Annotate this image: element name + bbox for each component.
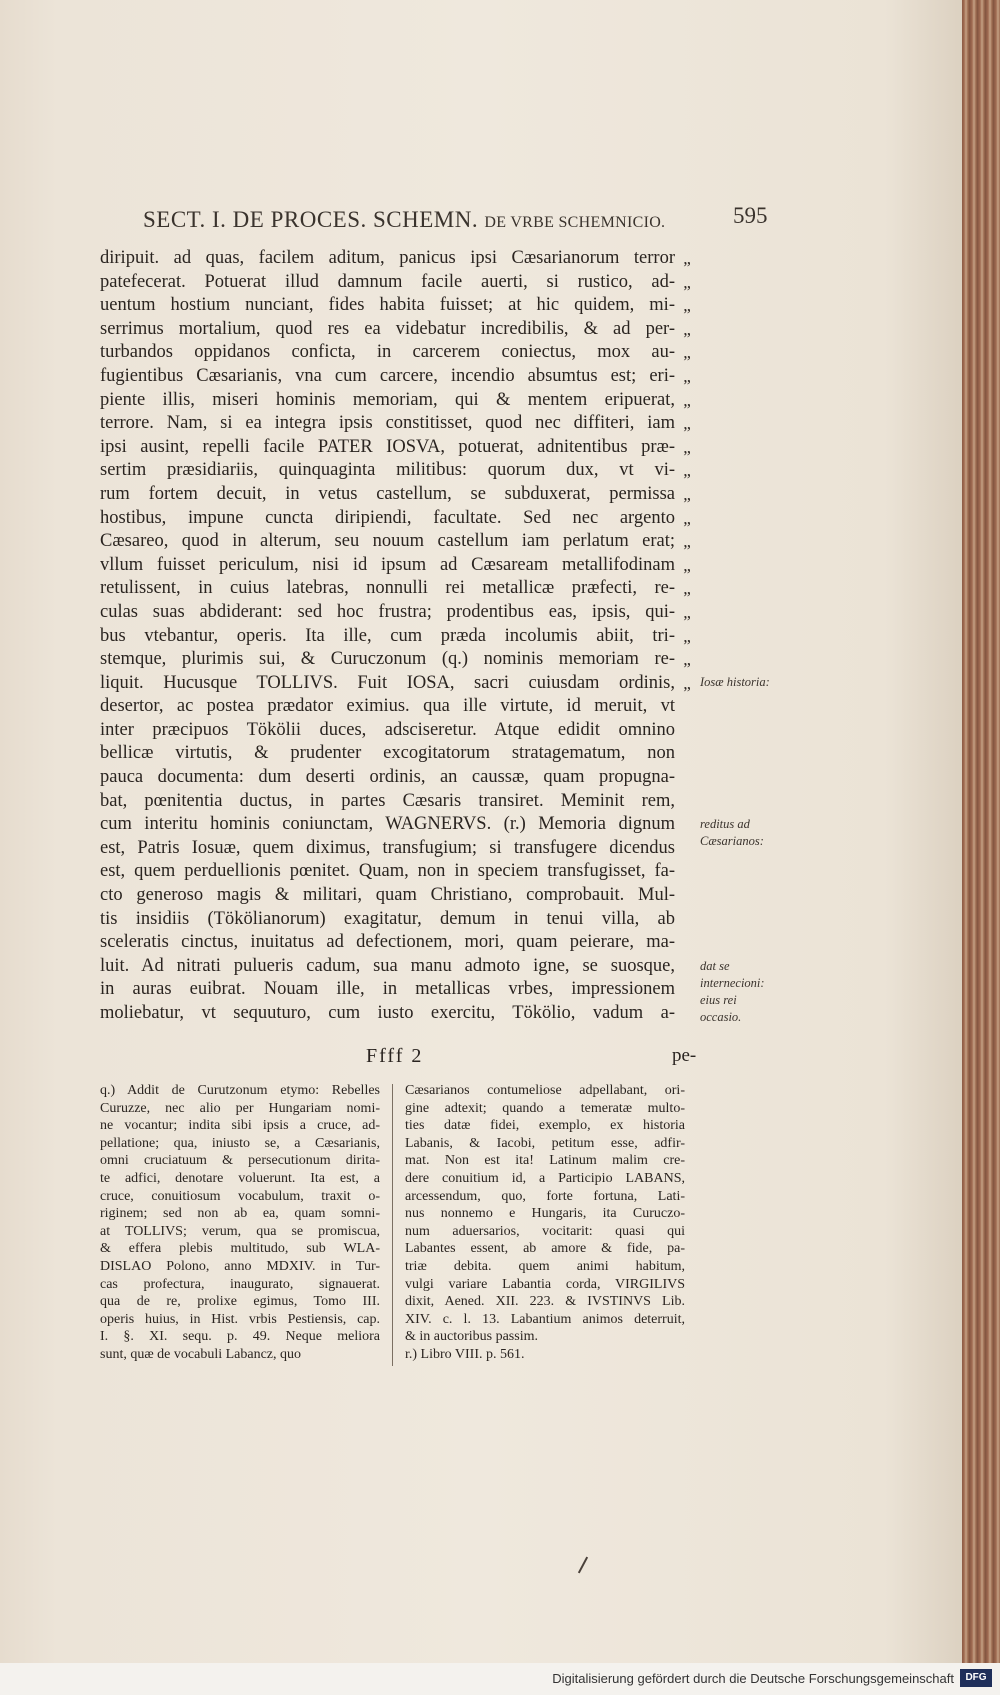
marginal-note-return: reditus ad Cæsarianos: (700, 817, 764, 848)
footnote-line: & effera plebis multitudo, sub WLA- (100, 1241, 380, 1257)
footnote-line: at TOLLIVS; verum, qua se promiscua, (100, 1223, 380, 1239)
text-line: turbandos oppidanos conficta, in carcerem coniectus, mox au- (100, 342, 675, 363)
text-line: diripuit. ad quas, facilem aditum, panicus ipsi Cæsarianorum terror (100, 248, 675, 268)
footnote-line: Cæsarianos contumeliose adpellabant, ori- (405, 1083, 685, 1098)
footnote-line: Curuzze, nec alio per Hungariam nomi- (100, 1100, 380, 1116)
text-line: bellicæ virtutis, & prudenter excogitatorum stratagematum, non (100, 743, 675, 764)
text-line: serrimus mortalium, quod res ea videbatur incredibilis, & ad per- (100, 318, 675, 339)
footnote-line: sunt, quæ de vocabuli Labancz, quo (100, 1346, 302, 1362)
footnote-line: pellatione; qua, iniusto se, a Cæsarianis, (100, 1135, 380, 1151)
footnote-line: vulgi variare Labantia corda, VIRGILIVS (405, 1276, 685, 1292)
catchword: pe- (672, 1045, 697, 1066)
text-line: culas suas abdiderant: sed hoc frustra; prodentibus eas, ipsis, qui- (100, 601, 675, 622)
footnote-line: r.) Libro VIII. p. 561. (405, 1346, 525, 1362)
running-header (143, 207, 665, 233)
text-line: in auras euibrat. Nouam ille, in metallicas vrbes, impressionem (100, 979, 675, 1000)
quote-mark: „ (683, 390, 691, 410)
footnotes-left-column (100, 1082, 380, 1364)
marginal-note-history: Iosæ historia: (700, 675, 770, 689)
quote-mark: „ (683, 414, 691, 434)
quote-mark: „ (683, 296, 691, 316)
text-line: terrore. Nam, si ea integra ipsis constitisset, quod nec diffiteri, iam (100, 413, 675, 434)
text-line: liquit. Hucusque TOLLIVS. Fuit IOSA, sacri cuiusdam ordinis, (100, 672, 675, 693)
text-line: sceleratis cinctus, inuitatus ad defectionem, mori, quam peierare, ma- (100, 932, 675, 953)
footnote-line: I. §. XI. sequ. p. 49. Neque meliora (100, 1329, 380, 1345)
text-line: luit. Ad nitrati pulueris cadum, sua manu admoto igne, se suosque, (100, 955, 675, 976)
footnote-line: DISLAO Polono, anno MDXIV. in Tur- (100, 1258, 380, 1274)
signature-mark: Ffff 2 (366, 1045, 424, 1067)
footnote-line: riginem; sed non ab ea, quam somni- (100, 1206, 380, 1222)
footnote-line: Labantes essent, ab amore & fide, pa- (405, 1241, 685, 1257)
text-line: est, quem perduellionis pœnitet. Quam, non in speciem transfugisset, fa- (100, 861, 675, 882)
quote-mark: „ (683, 366, 691, 386)
main-text (100, 247, 675, 1026)
footnote-line: mat. Non est ita! Latinum malim cre- (405, 1153, 685, 1169)
footnote-line: & in auctoribus passim. (405, 1329, 538, 1345)
text-line: Cæsareo, quod in alterum, seu nouum castellum iam perlatum erat; (100, 531, 675, 552)
footnote-line: cas profectura, inaugurato, signauerat. (100, 1276, 380, 1292)
footnote-line: ties datæ fidei, exemplo, ex historia (405, 1118, 685, 1134)
quote-mark: „ (683, 626, 691, 646)
quote-mark: „ (683, 249, 691, 268)
text-line: pauca documenta: dum deserti ordinis, an caussæ, quam propugna- (100, 767, 675, 788)
footnote-line: Labanis, & Iacobi, petitum esse, adfir- (405, 1135, 685, 1151)
quote-mark: „ (683, 508, 691, 528)
quote-mark: „ (683, 555, 691, 575)
footnote-line: num aduersarios, vocitarit: quasi qui (405, 1223, 685, 1239)
text-line: bat, pœnitentia ductus, in partes Cæsaris transiret. Meminit rem, (100, 790, 675, 811)
quote-mark: „ (683, 437, 691, 457)
footnote-line: cruce, conuitiosum vocabulum, traxit o- (100, 1188, 380, 1204)
text-line: vllum fuisset periculum, nisi id ipsum ad Cæsaream metallifodinam (100, 554, 675, 575)
text-line: moliebatur, vt sequuturo, cum iusto exercitu, Tökölio, vadum a- (100, 1003, 675, 1023)
quote-mark: „ (683, 579, 691, 599)
footnote-line: qua de re, prolixe egimus, Tomo III. (100, 1294, 380, 1310)
footer-credit: Digitalisierung gefördert durch die Deutsche Forschungsgemeinschaft (552, 1671, 954, 1686)
digitization-footer (0, 1663, 1000, 1695)
page-edge (962, 0, 1000, 1663)
text-line: sertim præsidiariis, quinquaginta militibus: quorum dux, vt vi- (100, 460, 675, 481)
quote-mark: „ (683, 650, 691, 670)
footnote-line: ne vocantur; indita sibi ipsis a cruce, ad- (100, 1118, 380, 1134)
footnote-line: nus nonnemo e Hungaris, ita Curuczo- (405, 1206, 685, 1222)
text-line: ipsi ausint, repelli facile PATER IOSVA, potuerat, adnitentibus præ- (100, 436, 675, 457)
text-line: piente illis, miseri hominis memoriam, qui & mentem eripuerat, (100, 389, 675, 410)
text-line: desertor, ac postea prædator eximius. qua ille virtute, id meruit, vt (100, 696, 675, 717)
footnote-line: te adfici, denotare voluerunt. Ita est, a (100, 1170, 380, 1186)
footnote-line: gine adtexit; quando a temeratæ multo- (405, 1100, 685, 1116)
footnote-line: triæ debita. quem animi habitum, (405, 1258, 685, 1274)
footnote-line: dere conuitium id, a Participio LABANS, (405, 1170, 685, 1186)
quote-mark: „ (683, 484, 691, 504)
text-line: patefecerat. Potuerat illud damnum facile auerti, si rustico, ad- (100, 271, 675, 292)
dfg-logo-icon: DFG (960, 1669, 992, 1687)
footnote-line: XIV. c. l. 13. Labantium animos deterruit, (405, 1311, 685, 1327)
quote-mark: „ (683, 343, 691, 363)
ink-mark (578, 1557, 588, 1574)
footnote-line: dixit, Aened. XII. 223. & IVSTINVS Lib. (405, 1294, 685, 1310)
text-line: tis insidiis (Tökölianorum) exagitatur, demum in tenui villa, ab (100, 908, 675, 929)
quote-mark: „ (683, 532, 691, 552)
header-title: SECT. I. DE PROCES. SCHEMN. (143, 207, 479, 232)
footnote-line: q.) Addit de Curutzonum etymo: Rebelles (100, 1083, 380, 1098)
page-number: 595 (733, 203, 768, 228)
text-line: hostibus, impune cuncta diripiendi, facultate. Sed nec argento (100, 507, 675, 528)
footnote-divider (392, 1084, 393, 1366)
text-line: cto generoso magis & militari, quam Christiano, comprobauit. Mul- (100, 885, 675, 906)
footnote-line: operis huius, in Hist. vrbis Pestiensis, cap. (100, 1311, 380, 1327)
text-line: fugientibus Cæsarianis, vna cum carcere, incendio absumtus est; eri- (100, 365, 675, 386)
quote-mark: „ (683, 673, 691, 693)
text-line: inter præcipuos Tökölii duces, adsciseretur. Atque edidit omnino (100, 719, 675, 740)
quote-mark: „ (683, 272, 691, 292)
quote-mark: „ (683, 602, 691, 622)
text-line: rum fortem decuit, in vetus castellum, se subduxerat, permissa (100, 483, 675, 504)
text-line: bus vtebantur, operis. Ita ille, cum præda incolumis abiit, tri- (100, 625, 675, 646)
text-line: stemque, plurimis sui, & Curuczonum (q.) nominis memoriam re- (100, 649, 675, 670)
quote-mark: „ (683, 319, 691, 339)
text-line: cum interitu hominis coniunctam, WAGNERVS. (r.) Memoria dignum (100, 814, 675, 835)
marginal-note-death: dat se internecioni: eius rei occasio. (700, 959, 765, 1024)
footnote-line: omni cruciatuum & persecutionum dirita- (100, 1153, 380, 1169)
footnotes-right-column (405, 1082, 685, 1364)
text-line: uentum hostium nunciant, fides habita fuisset; at hic quidem, mi- (100, 295, 675, 316)
quote-mark: „ (683, 461, 691, 481)
header-subtitle: DE VRBE SCHEMNICIO. (484, 214, 666, 231)
quotation-marks-column (676, 247, 698, 695)
text-line: est, Patris Iosuæ, quem diximus, transfugium; si transfugere dicendus (100, 837, 675, 858)
footnote-line: arcessendum, quo, forte fortuna, Lati- (405, 1188, 685, 1204)
text-line: retulissent, in cuius latebras, nonnulli rei metallicæ præfecti, re- (100, 578, 675, 599)
